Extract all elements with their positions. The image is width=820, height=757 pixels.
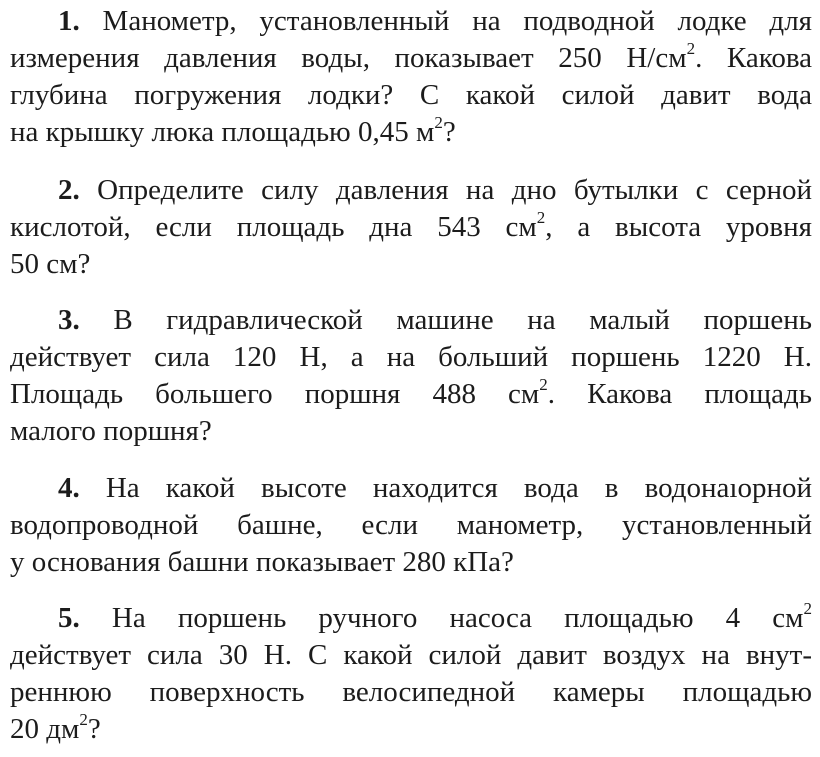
- problem-2-line-2: [10, 209, 812, 246]
- exponent: 2: [79, 710, 88, 729]
- problem-4-line-3: [10, 544, 812, 581]
- problem-3-line-2: [10, 339, 812, 376]
- problem-5: [10, 600, 812, 748]
- text-segment: . Какова площадь: [547, 378, 812, 410]
- exponent: 2: [686, 39, 696, 58]
- problem-4-number: 4.: [58, 472, 80, 504]
- problem-3-text: В гидравлической машине на малый поршень: [113, 304, 812, 336]
- problem-5-line-1: [10, 600, 812, 637]
- text-segment: действует сила 30 Н. С какой силой давит воздух на внут-: [10, 639, 812, 671]
- problem-2-line-3: [10, 246, 812, 283]
- problem-1-number: 1.: [58, 5, 80, 37]
- problem-5-line-2: [10, 637, 812, 674]
- exponent: 2: [434, 113, 443, 132]
- exponent: 2: [536, 208, 546, 227]
- problem-1: [10, 3, 812, 151]
- problem-1-line-4: [10, 114, 812, 151]
- text-segment: на крышку люка площадью 0,45 м: [10, 116, 435, 148]
- problem-3-line-4: [10, 413, 812, 450]
- problem-3-number: 3.: [58, 304, 80, 336]
- problem-4-line-2: [10, 507, 812, 544]
- text-segment: водопроводной башне, если манометр, установленный: [10, 509, 812, 541]
- problem-2-number: 2.: [58, 174, 80, 206]
- text-segment: , а высота уровня: [545, 211, 812, 243]
- problem-5-number: 5.: [58, 602, 80, 634]
- text-segment: измерения давления воды, показывает 250 Н/см: [10, 42, 687, 74]
- text-segment: ?: [442, 116, 456, 148]
- text-segment: . Какова: [695, 42, 812, 74]
- text-segment: ?: [87, 713, 101, 745]
- problem-5-line-4: [10, 711, 812, 748]
- text-segment: реннюю поверхность велосипедной камеры площадью: [10, 676, 812, 708]
- problem-1-line-3: [10, 77, 812, 114]
- problem-3-line-1: [10, 302, 812, 339]
- problem-2-line-1: [10, 172, 812, 209]
- text-segment: кислотой, если площадь дна 543 см: [10, 211, 537, 243]
- problem-2-text: Определите силу давления на дно бутылки с серной: [97, 174, 813, 206]
- exponent: 2: [539, 375, 548, 394]
- text-segment: малого поршня?: [10, 415, 212, 447]
- problem-5-line-3: [10, 674, 812, 711]
- problem-2: [10, 172, 812, 283]
- problem-4: [10, 470, 812, 581]
- exponent: 2: [803, 599, 813, 618]
- problem-5-text: На поршень ручного насоса площадью 4 см: [111, 602, 804, 634]
- text-segment: действует сила 120 Н, а на больший поршень 1220 Н.: [10, 341, 812, 373]
- text-segment: Площадь большего поршня 488 см: [10, 378, 540, 410]
- problem-4-text: На какой высоте находится вода в водонаıорной: [105, 472, 813, 504]
- problem-1-line-2: [10, 40, 812, 77]
- problem-1-text: Манометр, установленный на подводной лодке для: [102, 5, 813, 37]
- text-segment: у основания башни показывает 280 кПа?: [10, 546, 514, 578]
- text-segment: 50 см?: [10, 248, 91, 280]
- problem-4-line-1: [10, 470, 812, 507]
- text-segment: глубина погружения лодки? С какой силой давит вода: [10, 79, 812, 111]
- problem-1-line-1: [10, 3, 812, 40]
- text-segment: 20 дм: [10, 713, 80, 745]
- problem-3: [10, 302, 812, 450]
- problem-3-line-3: [10, 376, 812, 413]
